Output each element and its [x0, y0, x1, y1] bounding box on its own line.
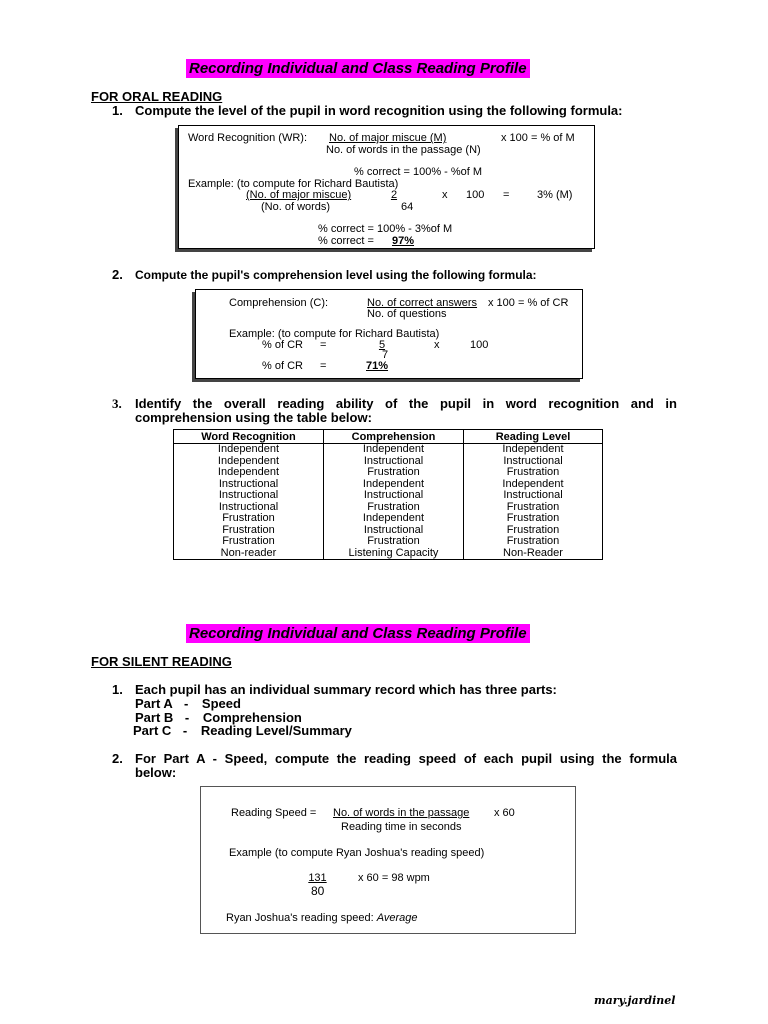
header-reading-level: Reading Level	[464, 430, 603, 444]
c-row1-hundred: 100	[470, 339, 489, 351]
oral-step-1	[112, 104, 672, 118]
part-label: Part A	[135, 696, 173, 711]
cell-comp: Frustration	[324, 536, 464, 548]
part-label: Part C	[133, 723, 172, 738]
table-row	[174, 490, 603, 502]
page-title-banner-2	[186, 624, 530, 643]
header-comprehension: Comprehension	[324, 430, 464, 444]
cell-level: Non-Reader	[464, 548, 603, 560]
table-row	[174, 444, 603, 456]
calc-line-2-label: % correct =	[318, 235, 374, 247]
step-text: Compute the pupil's comprehension level using the following formula:	[135, 268, 537, 282]
cell-comp: Instructional	[324, 456, 464, 468]
cell-level: Instructional	[464, 490, 603, 502]
c-row2-value: 71%	[366, 360, 389, 372]
c-numerator: No. of correct answers	[367, 297, 478, 309]
c-row1-times: x	[434, 339, 440, 351]
cell-comp: Instructional	[324, 490, 464, 502]
step-number: 1.	[112, 103, 123, 118]
table-header-row	[174, 430, 603, 444]
ex-numerator-label: (No. of major miscue)	[246, 189, 352, 201]
oral-reading-heading: FOR ORAL READING	[91, 89, 223, 104]
cell-level: Frustration	[464, 513, 603, 525]
table-row	[174, 548, 603, 560]
c-example-label: Example: (to compute for Richard Bautista)	[229, 328, 440, 340]
step-number: 2.	[112, 751, 123, 766]
c-row2-label: % of CR	[262, 360, 303, 372]
wr-numerator: No. of major miscue (M)	[329, 132, 447, 144]
cell-wr: Frustration	[174, 525, 324, 537]
cell-wr: Non-reader	[174, 548, 324, 560]
step-text: Each pupil has an individual summary record which has three parts:	[135, 682, 557, 697]
step-text-line-2: comprehension using the table below:	[135, 410, 372, 425]
reading-speed-formula-box	[200, 786, 576, 934]
wr-multiplier: x 100 = % of M	[501, 132, 575, 144]
part-sep: -	[184, 710, 190, 725]
cell-wr: Instructional	[174, 479, 324, 491]
part-sep: -	[183, 696, 189, 711]
rs-example-label: Example (to compute Ryan Joshua's reading speed)	[229, 847, 485, 859]
cell-level: Independent	[464, 444, 603, 456]
silent-step-1	[112, 683, 672, 697]
cell-comp: Independent	[324, 479, 464, 491]
cell-wr: Frustration	[174, 513, 324, 525]
cell-comp: Instructional	[324, 525, 464, 537]
oral-step-3	[112, 397, 677, 427]
pct-correct-formula: % correct = 100% - %of M	[354, 166, 483, 178]
wr-label: Word Recognition (WR):	[188, 132, 307, 144]
ex-equals: =	[503, 189, 510, 201]
word-recognition-formula-box	[178, 125, 595, 249]
cell-comp: Independent	[324, 513, 464, 525]
cell-level: Frustration	[464, 536, 603, 548]
author-signature: mary.jardinel	[594, 994, 676, 1007]
part-label: Part B	[135, 710, 174, 725]
cell-wr: Instructional	[174, 490, 324, 502]
step-text-line-1: Identify the overall reading ability of the pupil in word recognition and in	[135, 396, 677, 411]
cell-level: Frustration	[464, 525, 603, 537]
c-row1-denominator: 7	[382, 349, 389, 361]
rs-result-label: Ryan Joshua's reading speed:	[226, 912, 374, 924]
part-a	[135, 697, 241, 711]
wr-example-label: Example: (to compute for Richard Bautista)	[188, 178, 399, 190]
c-label: Comprehension (C):	[229, 297, 329, 309]
cell-level: Frustration	[464, 502, 603, 514]
comprehension-formula-box	[195, 289, 583, 379]
rs-label: Reading Speed =	[231, 807, 317, 819]
header-word-recognition: Word Recognition	[174, 430, 324, 444]
ex-denominator-label: (No. of words)	[261, 201, 331, 213]
step-text-line-2: below:	[135, 765, 177, 780]
cell-wr: Independent	[174, 467, 324, 479]
rs-ex-calc: x 60 = 98 wpm	[358, 872, 430, 884]
page-title: Recording Individual and Class Reading Profile	[189, 60, 527, 77]
c-row1-label: % of CR	[262, 339, 303, 351]
part-c	[133, 724, 352, 738]
cell-comp: Frustration	[324, 467, 464, 479]
part-name: Speed	[201, 696, 241, 711]
rs-ex-numerator: 131	[308, 872, 327, 884]
step-number: 2.	[112, 267, 123, 282]
step-number: 3.	[112, 396, 122, 411]
ex-hundred: 100	[466, 189, 485, 201]
cell-level: Instructional	[464, 456, 603, 468]
part-name: Reading Level/Summary	[200, 723, 352, 738]
rs-result	[226, 912, 417, 924]
cell-comp: Independent	[324, 444, 464, 456]
c-row1-equals: =	[320, 339, 327, 351]
ex-result: 3% (M)	[537, 189, 573, 201]
page-title-banner-1	[186, 59, 530, 78]
rs-ex-denominator: 80	[311, 884, 325, 898]
cell-wr: Independent	[174, 444, 324, 456]
c-multiplier: x 100 = % of CR	[488, 297, 569, 309]
cell-comp: Frustration	[324, 502, 464, 514]
cell-wr: Frustration	[174, 536, 324, 548]
ex-times: x	[442, 189, 448, 201]
c-row1-numerator: 5	[378, 339, 386, 351]
step-number: 1.	[112, 682, 123, 697]
part-sep: -	[182, 723, 188, 738]
rs-multiplier: x 60	[494, 807, 515, 819]
silent-step-2	[112, 752, 677, 782]
c-row2-equals: =	[320, 360, 327, 372]
ex-numerator: 2	[390, 189, 398, 201]
ex-denominator: 64	[401, 201, 414, 213]
table-row	[174, 467, 603, 479]
reading-level-table	[173, 429, 603, 560]
rs-denominator: Reading time in seconds	[341, 821, 462, 833]
page-title-repeat: Recording Individual and Class Reading Profile	[189, 625, 527, 642]
silent-reading-heading: FOR SILENT READING	[91, 654, 232, 669]
cell-comp: Listening Capacity	[324, 548, 464, 560]
step-text: Compute the level of the pupil in word recognition using the following formula:	[135, 103, 623, 118]
cell-wr: Independent	[174, 456, 324, 468]
rs-numerator: No. of words in the passage	[333, 807, 470, 819]
c-denominator: No. of questions	[367, 308, 447, 320]
table-row	[174, 513, 603, 525]
calc-line-1: % correct = 100% - 3%of M	[318, 223, 453, 235]
cell-level: Frustration	[464, 467, 603, 479]
part-name: Comprehension	[202, 710, 302, 725]
cell-wr: Instructional	[174, 502, 324, 514]
table-row	[174, 536, 603, 548]
cell-level: Independent	[464, 479, 603, 491]
step-text-line-1: For Part A - Speed, compute the reading speed of each pupil using the formula	[135, 751, 677, 766]
wr-denominator: No. of words in the passage (N)	[326, 144, 481, 156]
oral-step-2	[112, 268, 672, 282]
rs-result-value: Average	[376, 912, 418, 924]
calc-line-2-value: 97%	[392, 235, 415, 247]
